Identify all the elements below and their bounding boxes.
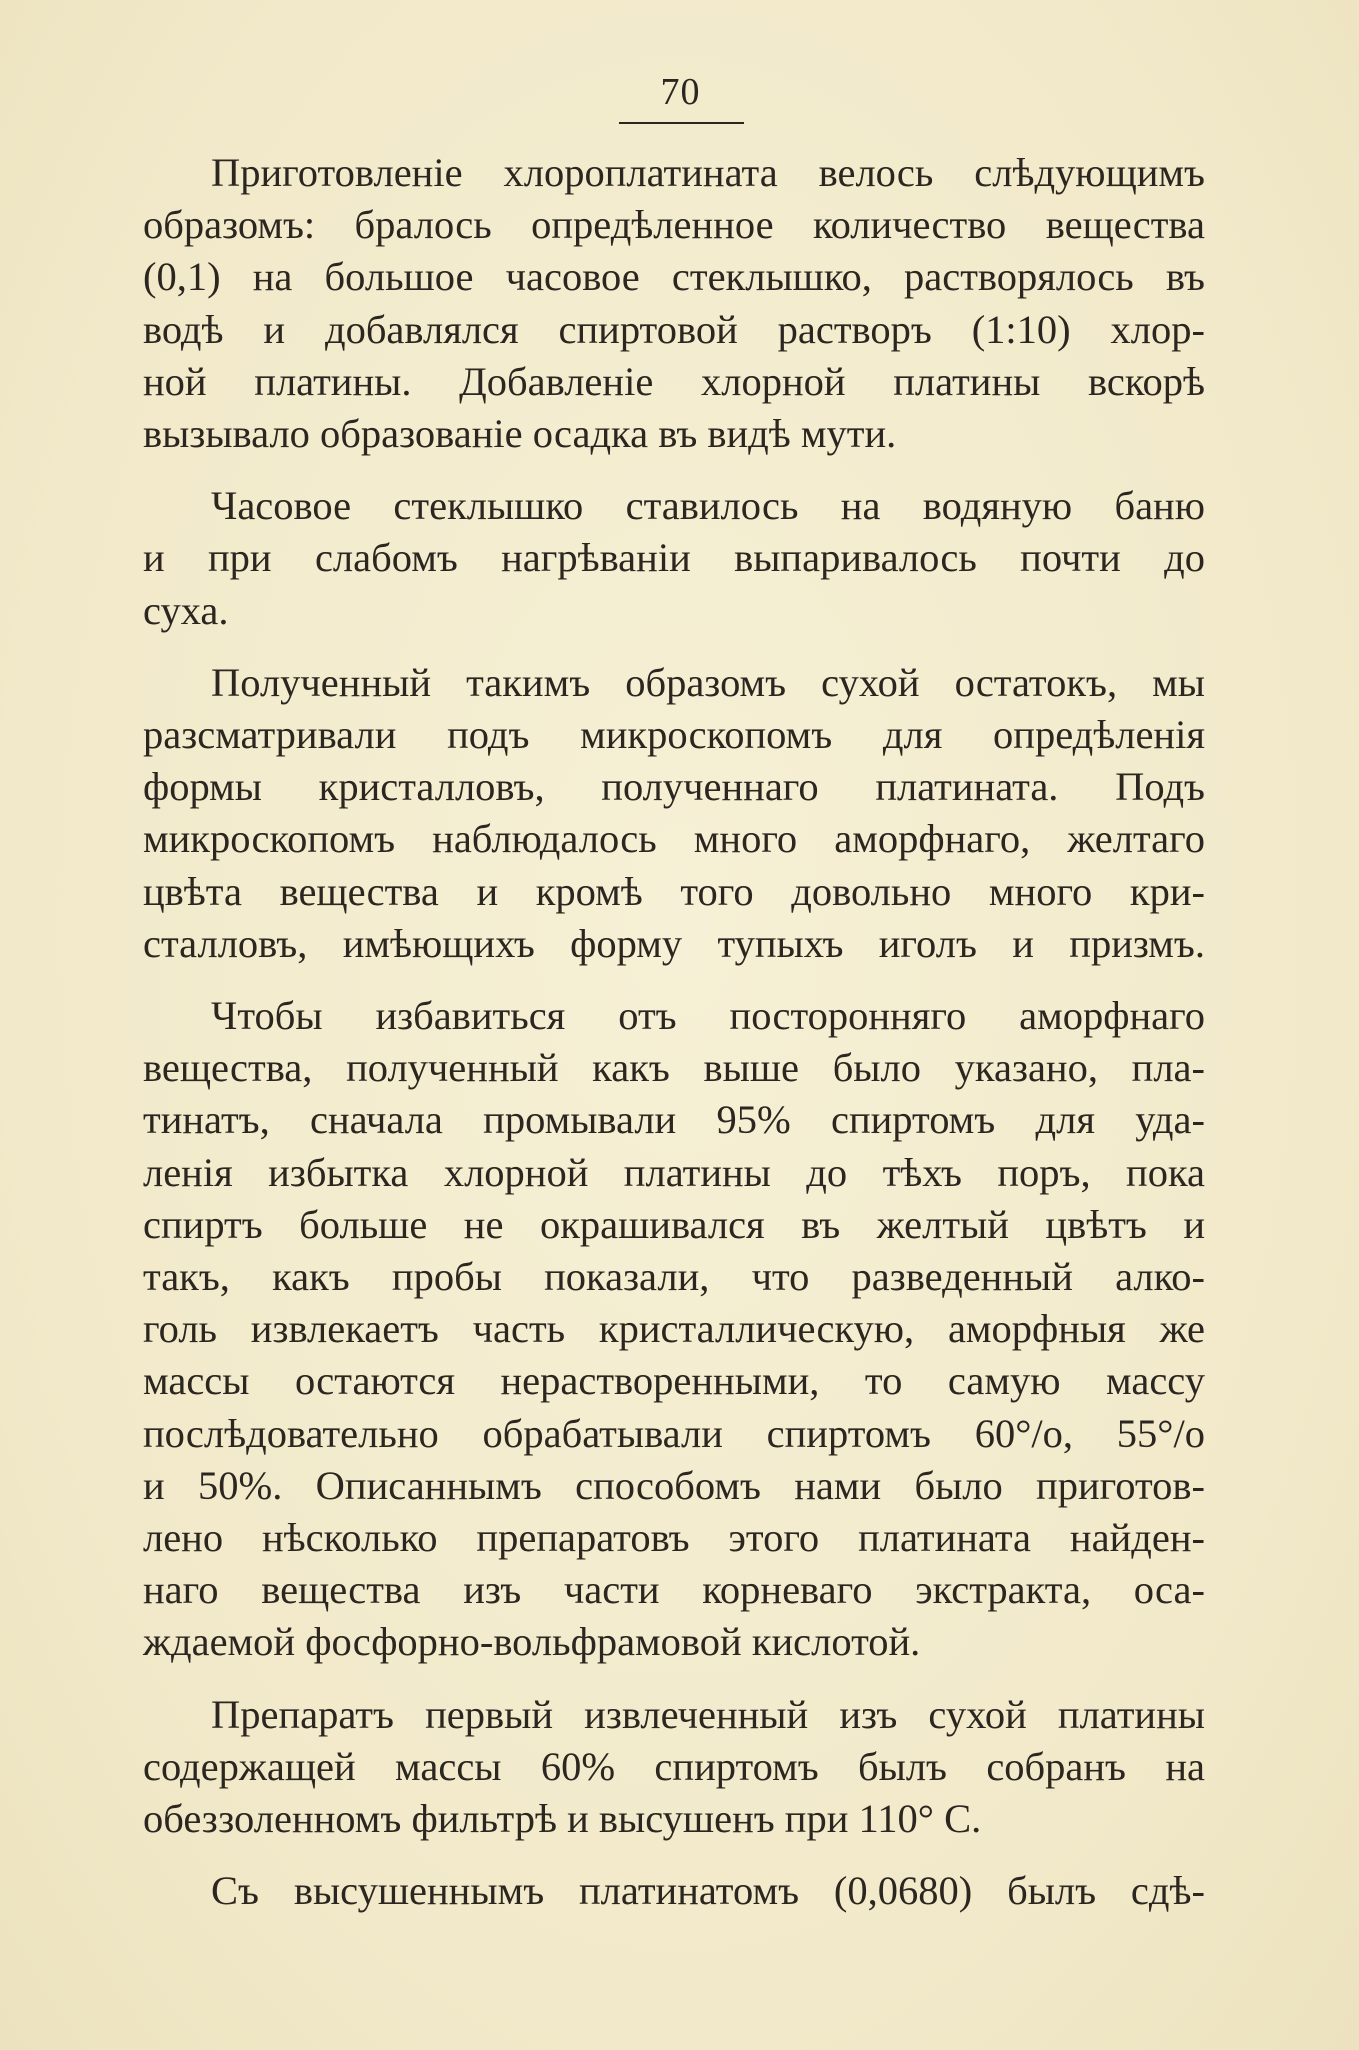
page-number-rule <box>619 122 744 124</box>
text-line: голь извлекаетъ часть кристаллическую, аморфныя же <box>143 1306 1205 1352</box>
text-line: Приготовленіе хлороплатината велось слѣдующимъ <box>211 150 1205 195</box>
paragraph-4 <box>143 990 1205 1669</box>
text-line: ждаемой фосфорно-вольфрамовой кислотой. <box>143 1619 921 1665</box>
body-text <box>143 147 1205 1918</box>
paragraph-6 <box>143 1865 1205 1917</box>
text-line: наго вещества изъ части корневаго экстракта, оса- <box>143 1567 1205 1613</box>
text-line: вещества, полученный какъ выше было указано, пла- <box>143 1045 1205 1091</box>
paragraph-5 <box>143 1689 1205 1846</box>
text-line: послѣдовательно обрабатывали спиртомъ 60°/o, 55°/o <box>143 1410 1205 1456</box>
text-line: обеззоленномъ фильтрѣ и высушенъ при 110° С. <box>143 1796 982 1842</box>
text-line: Часовое стеклышко ставилось на водяную баню <box>211 483 1205 529</box>
text-line: формы кристалловъ, полученнаго платината. Подъ <box>143 764 1205 810</box>
text-line: Съ высушеннымъ платинатомъ (0,0680) былъ сдѣ- <box>211 1868 1205 1914</box>
text-line: ленія избытка хлорной платины до тѣхъ поръ, пока <box>143 1149 1205 1195</box>
text-line: образомъ: бралось опредѣленное количество вещества <box>143 202 1205 248</box>
text-line: Препаратъ первый извлеченный изъ сухой платины <box>211 1691 1205 1737</box>
text-line: суха. <box>143 587 229 633</box>
page-number: 70 <box>660 71 701 113</box>
text-line: такъ, какъ пробы показали, что разведенный алко- <box>143 1254 1205 1300</box>
text-line: ной платины. Добавленіе хлорной платины вскорѣ <box>143 358 1205 404</box>
paragraph-3 <box>143 657 1205 970</box>
text-line: массы остаются нерастворенными, то самую массу <box>143 1358 1205 1404</box>
text-line: тинатъ, сначала промывали 95% спиртомъ для уда- <box>143 1097 1205 1143</box>
text-line: сталловъ, имѣющихъ форму тупыхъ иголъ и призмъ. <box>143 920 1205 966</box>
text-line: разсматривали подъ микроскопомъ для опредѣленія <box>143 712 1205 758</box>
text-line: Полученный такимъ образомъ сухой остатокъ, мы <box>211 659 1205 705</box>
text-line: Чтобы избавиться отъ посторонняго аморфнаго <box>211 993 1205 1039</box>
text-line: микроскопомъ наблюдалось много аморфнаго, желтаго <box>143 816 1205 862</box>
text-line: и 50%. Описаннымъ способомъ нами было приготов- <box>143 1462 1205 1508</box>
text-line: содержащей массы 60% спиртомъ былъ собранъ на <box>143 1743 1205 1789</box>
text-line: (0,1) на большое часовое стеклышко, растворялось въ <box>143 254 1205 300</box>
text-line: и при слабомъ нагрѣваніи выпаривалось почти до <box>143 535 1205 581</box>
paragraph-1 <box>143 147 1205 460</box>
paragraph-2 <box>143 480 1205 637</box>
text-line: вызывало образованіе осадка въ видѣ мути. <box>143 411 897 457</box>
text-line: спиртъ больше не окрашивался въ желтый цвѣтъ и <box>143 1201 1205 1247</box>
text-line: цвѣта вещества и кромѣ того довольно много кри- <box>143 868 1205 914</box>
text-line: лено нѣсколько препаратовъ этого платината найден- <box>143 1515 1205 1561</box>
text-line: водѣ и добавлялся спиртовой растворъ (1:10) хлор- <box>143 306 1205 352</box>
